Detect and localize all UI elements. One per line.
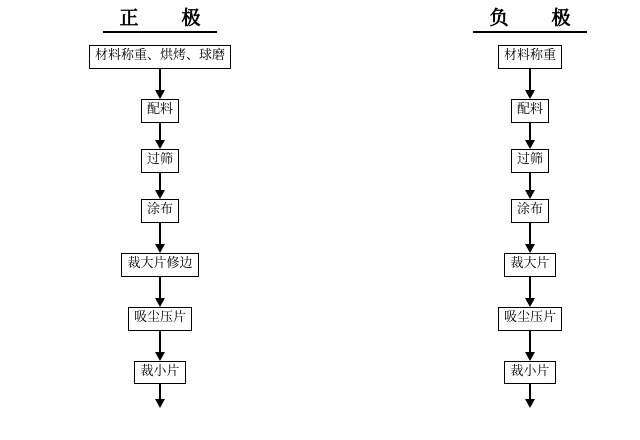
flow-node: 涂布 <box>141 199 179 223</box>
flow-node: 配料 <box>511 99 549 123</box>
flow-arrow-down-icon <box>154 173 166 199</box>
column-title-negative: 负 极 <box>473 6 586 33</box>
flow-node: 配料 <box>141 99 179 123</box>
flow-arrow-down-icon <box>154 384 166 406</box>
flow-node: 吸尘压片 <box>128 307 192 331</box>
flow-arrow-down-icon <box>524 69 536 99</box>
flow-column-negative <box>420 0 640 406</box>
flow-arrow-down-icon <box>154 223 166 253</box>
flow-node: 裁小片 <box>504 361 555 385</box>
column-title-positive: 正 极 <box>103 6 216 33</box>
flow-arrow-down-icon <box>524 173 536 199</box>
flow-node: 裁大片 <box>504 253 555 277</box>
flow-node: 吸尘压片 <box>498 307 562 331</box>
flow-node: 材料称重 <box>498 45 562 69</box>
flow-arrow-down-icon <box>524 384 536 406</box>
flow-node: 过筛 <box>511 149 549 173</box>
flow-arrow-down-icon <box>524 223 536 253</box>
flow-node: 过筛 <box>141 149 179 173</box>
flow-arrow-down-icon <box>524 331 536 361</box>
flow-arrow-down-icon <box>524 123 536 149</box>
flow-node: 裁大片修边 <box>121 253 198 277</box>
flow-arrow-down-icon <box>154 123 166 149</box>
flow-arrow-down-icon <box>154 69 166 99</box>
flow-column-positive <box>0 0 320 406</box>
flow-node: 材料称重、烘烤、球磨 <box>89 45 231 69</box>
flow-arrow-down-icon <box>154 331 166 361</box>
flow-arrow-down-icon <box>524 277 536 307</box>
flow-node: 涂布 <box>511 199 549 223</box>
flow-node: 裁小片 <box>134 361 185 385</box>
flow-arrow-down-icon <box>154 277 166 307</box>
